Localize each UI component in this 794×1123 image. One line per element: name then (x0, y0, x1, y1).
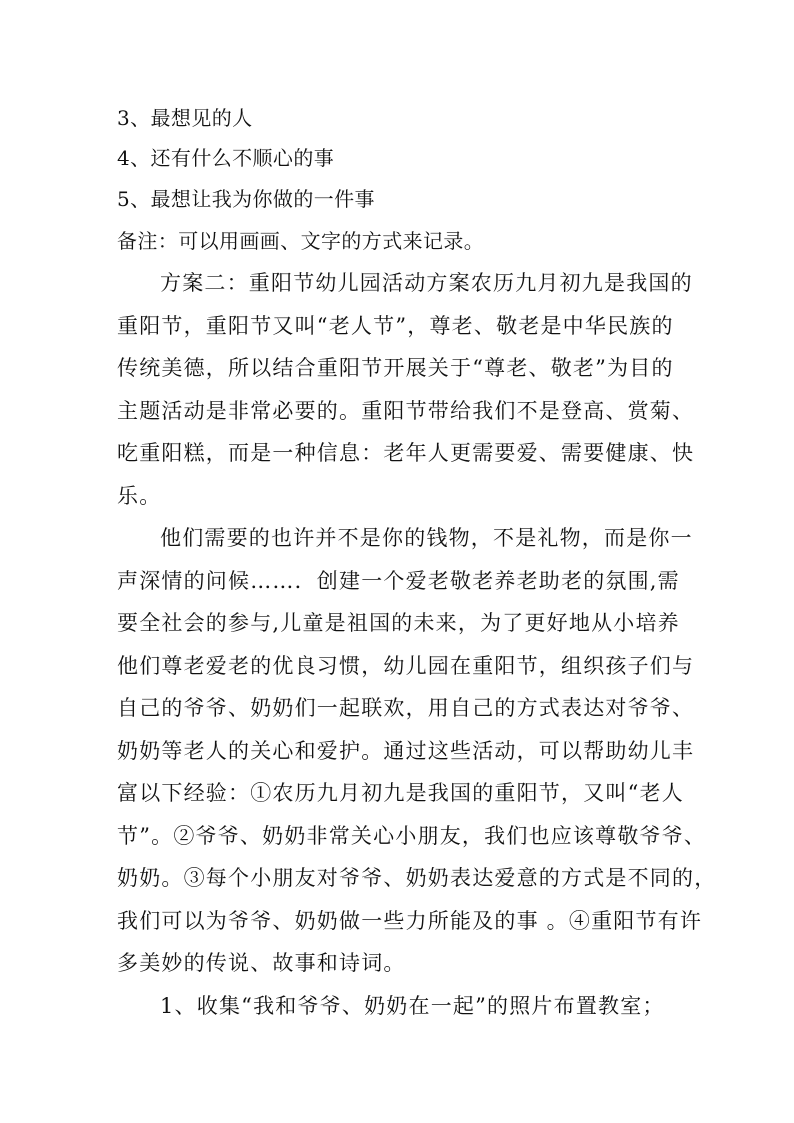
paragraph2-line-10: 我们可以为爷爷、奶奶做一些力所能及的事 。④重阳节有许 (117, 909, 703, 933)
paragraph2-line-6: 奶奶等老人的关心和爱护。通过这些活动，可以帮助幼儿丰 (117, 739, 695, 763)
paragraph2-line-3: 要全社会的参与,儿童是祖国的未来，为了更好地从小培养 (117, 611, 680, 635)
paragraph2-line-2: 声深情的问候……．创建一个爱老敬老养老助老的氛围,需 (117, 569, 680, 593)
paragraph1-line-1: 方案二：重阳节幼儿园活动方案农历九月初九是我国的 (160, 271, 693, 295)
paragraph1-line-5: 吃重阳糕，而是一种信息：老年人更需要爱、需要健康、快 (117, 441, 695, 465)
list-item-5: 5、最想让我为你做的一件事 (117, 187, 375, 211)
paragraph2-line-8: 节”。②爷爷、奶奶非常关心小朋友，我们也应该尊敬爷爷、 (117, 824, 707, 848)
paragraph2-line-5: 自己的爷爷、奶奶们一起联欢，用自己的方式表达对爷爷、 (117, 696, 695, 720)
list-item-3: 3、最想见的人 (117, 106, 253, 130)
paragraph1-line-4: 主题活动是非常必要的。重阳节带给我们不是登高、赏菊、 (117, 399, 695, 423)
paragraph2-line-1: 他们需要的也许并不是你的钱物，不是礼物，而是你一 (160, 526, 693, 550)
paragraph1-line-2: 重阳节，重阳节又叫“老人节”，尊老、敬老是中华民族的 (117, 314, 674, 338)
list-item-4: 4、还有什么不顺心的事 (117, 146, 335, 170)
paragraph2-line-7: 富以下经验：①农历九月初九是我国的重阳节，又叫“老人 (117, 781, 684, 805)
activity-item-1: 1、收集“我和爷爷、奶奶在一起”的照片布置教室； (160, 994, 665, 1018)
paragraph1-line-3: 传统美德，所以结合重阳节开展关于“尊老、敬老”为目的 (117, 356, 674, 380)
paragraph2-line-9: 奶奶。③每个小朋友对爷爷、奶奶表达爱意的方式是不同的， (117, 866, 717, 890)
note-line: 备注：可以用画画、文字的方式来记录。 (117, 229, 485, 253)
paragraph2-line-4: 他们尊老爱老的优良习惯，幼儿园在重阳节，组织孩子们与 (117, 654, 695, 678)
paragraph2-line-11: 多美妙的传说、故事和诗词。 (117, 951, 406, 975)
paragraph1-line-6: 乐。 (117, 484, 162, 508)
